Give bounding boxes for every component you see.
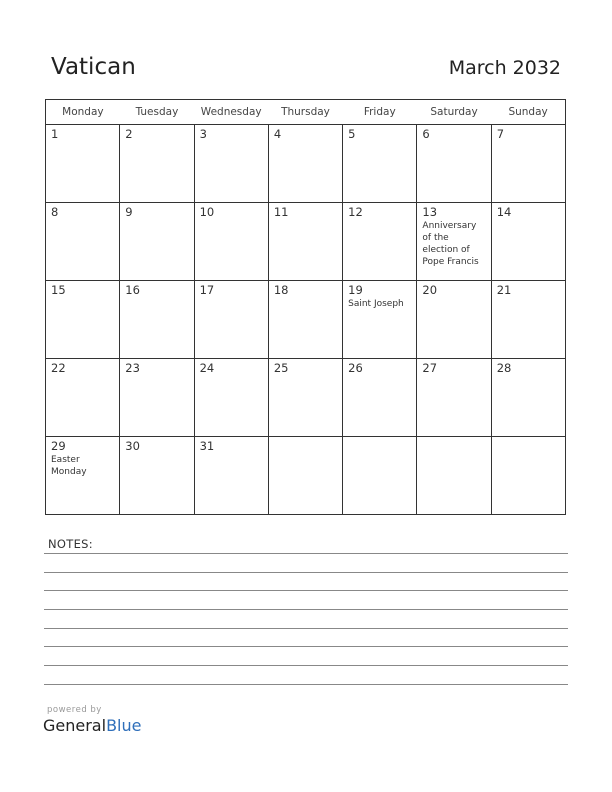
day-number: 13: [422, 205, 438, 219]
week-row: [46, 437, 566, 515]
day-number: 6: [422, 127, 430, 141]
day-number: 20: [422, 283, 438, 297]
day-number: 1: [51, 127, 59, 141]
notes-line: [44, 609, 568, 610]
day-number: 27: [422, 361, 438, 375]
day-cell: [194, 437, 268, 515]
weekday-saturday: Saturday: [417, 100, 491, 125]
day-cell: [194, 359, 268, 437]
day-cell: [491, 359, 565, 437]
day-cell: [46, 359, 120, 437]
weekday-thursday: Thursday: [268, 100, 342, 125]
notes-label: NOTES:: [48, 537, 93, 551]
notes-line: [44, 553, 568, 554]
day-number: 19: [348, 283, 363, 297]
day-cell: [343, 359, 417, 437]
day-number: 22: [51, 361, 66, 375]
day-cell: [343, 437, 417, 515]
notes-line: [44, 572, 568, 573]
day-number: 7: [496, 127, 505, 141]
day-cell: [417, 203, 491, 281]
day-cell: [491, 437, 565, 515]
day-cell: [417, 281, 491, 359]
week-row: [46, 203, 566, 281]
country-title: Vatican: [51, 54, 136, 80]
weekday-header-row: [46, 100, 566, 125]
weekday-friday: Friday: [343, 100, 417, 125]
day-number: 28: [496, 361, 512, 375]
day-cell: [268, 359, 342, 437]
day-number: 17: [199, 283, 215, 297]
notes-line: [44, 590, 568, 591]
day-number: 16: [125, 283, 140, 297]
day-cell: [417, 125, 491, 203]
day-cell: [46, 203, 120, 281]
generalblue-logo: [43, 716, 141, 735]
day-cell: [46, 125, 120, 203]
day-cell: [194, 203, 268, 281]
notes-line: [44, 684, 568, 685]
day-number: 26: [348, 361, 363, 375]
holiday-label: Anniversary of the election of Pope Francis: [422, 221, 479, 267]
day-cell: [417, 359, 491, 437]
weekday-wednesday: Wednesday: [194, 100, 268, 125]
day-cell: [343, 203, 417, 281]
day-cell: [46, 437, 120, 515]
week-row: [46, 125, 566, 203]
calendar-grid: [45, 99, 566, 515]
day-cell: [120, 125, 194, 203]
day-cell: [417, 437, 491, 515]
holiday-label: Easter Monday: [51, 455, 87, 477]
day-cell: [268, 203, 342, 281]
day-cell: [194, 125, 268, 203]
brand-blue-text: Blue: [106, 716, 142, 735]
notes-line: [44, 628, 568, 629]
notes-line: [44, 646, 568, 647]
day-cell: [120, 203, 194, 281]
day-cell: [46, 281, 120, 359]
week-row: [46, 281, 566, 359]
holiday-label: Saint Joseph: [348, 299, 404, 309]
day-cell: [120, 359, 194, 437]
day-cell: [194, 281, 268, 359]
day-number: 10: [199, 205, 215, 219]
weekday-monday: Monday: [46, 100, 120, 125]
notes-line: [44, 665, 568, 666]
day-number: 15: [51, 283, 66, 297]
day-number: 14: [496, 205, 512, 219]
day-number: 24: [199, 361, 215, 375]
month-title: March 2032: [448, 57, 561, 79]
weekday-sunday: Sunday: [491, 100, 565, 125]
day-number: 2: [125, 127, 133, 141]
day-cell: [268, 281, 342, 359]
day-cell: [120, 281, 194, 359]
day-number: 5: [348, 127, 356, 141]
day-number: 31: [199, 439, 215, 453]
day-cell: [491, 125, 565, 203]
brand-general-text: General: [43, 716, 107, 735]
day-number: 30: [125, 439, 140, 453]
day-number: 4: [273, 127, 282, 141]
day-number: 12: [348, 205, 363, 219]
day-number: 25: [273, 361, 289, 375]
day-cell: [343, 281, 417, 359]
day-cell: [268, 437, 342, 515]
weekday-tuesday: Tuesday: [120, 100, 194, 125]
day-number: 18: [273, 283, 289, 297]
day-number: 9: [125, 205, 133, 219]
day-number: 23: [125, 361, 140, 375]
day-number: 21: [496, 283, 512, 297]
day-number: 8: [51, 205, 59, 219]
day-cell: [268, 125, 342, 203]
day-cell: [343, 125, 417, 203]
day-number: 3: [199, 127, 207, 141]
week-row: [46, 359, 566, 437]
day-cell: [120, 437, 194, 515]
day-cell: [491, 281, 565, 359]
day-cell: [491, 203, 565, 281]
day-number: 29: [51, 439, 66, 453]
day-number: 11: [273, 205, 289, 219]
powered-by-text: powered by: [47, 705, 102, 715]
